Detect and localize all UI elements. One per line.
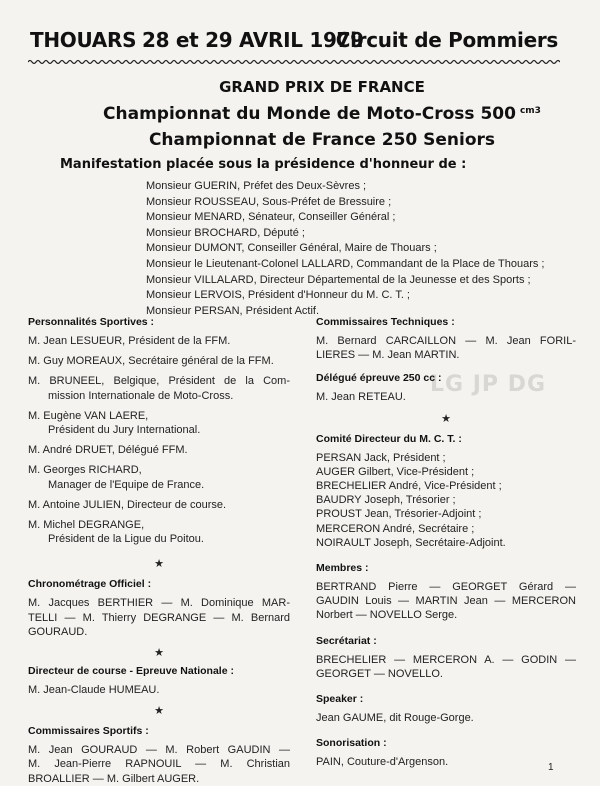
comite-line: PERSAN Jack, Président ;: [316, 451, 446, 464]
technique-line: LIERES — M. Jean MARTIN.: [316, 349, 460, 362]
watermark: LG JP DG: [430, 372, 547, 397]
sonorisation-line: PAIN, Couture-d'Argenson.: [316, 756, 449, 769]
chrono-line: M. Jacques BERTHIER — M. Dominique MAR-: [28, 597, 290, 610]
personnalite-line: Président de la Ligue du Poitou.: [48, 533, 204, 546]
patron-line: Monsieur MENARD, Sénateur, Conseiller Général ;: [146, 211, 396, 224]
personnalite-line: M. BRUNEEL, Belgique, Président de la Com-: [28, 375, 290, 388]
chrono-line: TELLI — M. Thierry DEGRANGE — M. Bernard: [28, 611, 290, 624]
star-separator: ★: [154, 558, 164, 571]
sportif-line: M. Jean-Pierre RAPNOUIL — M. Christian: [28, 758, 290, 771]
title-world-championship-text: Championnat du Monde de Moto-Cross 500: [103, 104, 516, 124]
personnalite-line: Président du Jury International.: [48, 424, 201, 437]
personnalite-line: M. Antoine JULIEN, Directeur de course.: [28, 498, 227, 511]
wavy-divider: [28, 58, 560, 66]
event-location: THOUARS: [30, 28, 137, 52]
membre-line: Norbert — NOVELLO Serge.: [316, 609, 458, 622]
technique-line: M. Bernard CARCAILLON — M. Jean FORIL-: [316, 335, 576, 347]
patron-line: Monsieur ROUSSEAU, Sous-Préfet de Bressuire ;: [146, 195, 392, 208]
section-title-personnalites: Personnalités Sportives :: [28, 316, 155, 328]
star-separator: ★: [154, 647, 164, 660]
event-titles: [0, 76, 600, 153]
section-title-chronometrage: Chronométrage Officiel :: [28, 578, 152, 591]
page-number: 1: [548, 762, 554, 773]
personnalite-line: M. Michel DEGRANGE,: [28, 519, 145, 532]
comite-line: PROUST Jean, Trésorier-Adjoint ;: [316, 508, 482, 521]
personnalite-line: M. Jean LESUEUR, Président de la FFM.: [28, 335, 231, 347]
event-header: [30, 28, 558, 58]
section-title-techniques: Commissaires Techniques :: [316, 316, 455, 328]
personnalite-line: M. Georges RICHARD,: [28, 464, 142, 477]
personnalite-line: M. André DRUET, Délégué FFM.: [28, 444, 188, 457]
right-column: [316, 316, 576, 769]
personnalite-line: mission Internationale de Moto-Cross.: [48, 389, 234, 402]
comite-line: NOIRAULT Joseph, Secrétaire-Adjoint.: [316, 536, 506, 549]
star-separator: ★: [441, 412, 451, 425]
title-france-championship: Championnat de France 250 Seniors: [148, 130, 496, 150]
section-title-delegue: Délégué épreuve 250 cc :: [316, 372, 442, 385]
directeur-line: M. Jean-Claude HUMEAU.: [28, 684, 160, 697]
personnalite-line: Manager de l'Equipe de France.: [48, 478, 205, 491]
patron-line: Monsieur le Lieutenant-Colonel LALLARD, Commandant de la Place de Thouars ;: [146, 257, 545, 270]
comite-line: MERCERON André, Secrétaire ;: [316, 522, 475, 535]
patron-list: [146, 179, 566, 319]
event-venue: Circuit de Pommiers: [335, 28, 558, 52]
section-title-speaker: Speaker :: [316, 693, 364, 706]
patron-line: Monsieur DUMONT, Conseiller Général, Maire de Thouars ;: [146, 242, 437, 255]
membre-line: GAUDIN Louis — MARTIN Jean — MERCERON: [316, 595, 576, 608]
patron-line: Monsieur LERVOIS, Président d'Honneur du M. C. T. ;: [146, 289, 410, 302]
sportif-line: M. Jean GOURAUD — M. Robert GAUDIN —: [28, 744, 290, 757]
section-title-secretariat: Secrétariat :: [316, 634, 377, 647]
left-column: [28, 316, 290, 786]
title-world-championship: [44, 98, 600, 127]
title-unit: cm3: [519, 106, 541, 116]
event-dates: 28 et 29 AVRIL 1979: [142, 28, 364, 52]
section-title-membres: Membres :: [316, 562, 369, 575]
section-title-directeur: Directeur de course - Epreuve Nationale :: [28, 665, 234, 678]
delegue-line: M. Jean RETEAU.: [316, 391, 406, 404]
section-title-sonorisation: Sonorisation :: [316, 737, 387, 750]
speaker-line: Jean GAUME, dit Rouge-Gorge.: [316, 712, 474, 725]
patronage-intro: Manifestation placée sous la présidence d'honneur de :: [60, 157, 467, 172]
star-separator: ★: [154, 705, 164, 718]
patron-line: Monsieur PERSAN, Président Actif.: [146, 304, 320, 317]
comite-line: BRECHELIER André, Vice-Président ;: [316, 480, 502, 493]
patron-line: Monsieur GUERIN, Préfet des Deux-Sèvres ;: [146, 180, 367, 192]
sportif-line: BROALLIER — M. Gilbert AUGER.: [28, 772, 200, 785]
membre-line: BERTRAND Pierre — GEORGET Gérard —: [316, 581, 576, 594]
patron-line: Monsieur VILLALARD, Directeur Départemental de la Jeunesse et des Sports ;: [146, 273, 531, 286]
comite-line: BAUDRY Joseph, Trésorier ;: [316, 494, 456, 507]
personnalite-line: M. Guy MOREAUX, Secrétaire général de la FFM.: [28, 355, 274, 368]
section-title-comite: Comité Directeur du M. C. T. :: [316, 432, 462, 445]
section-title-sportifs: Commissaires Sportifs :: [28, 725, 149, 738]
patron-line: Monsieur BROCHARD, Député ;: [146, 226, 305, 239]
secretariat-line: BRECHELIER — MERCERON A. — GODIN —: [316, 653, 576, 666]
chrono-line: GOURAUD.: [28, 625, 88, 638]
title-grand-prix: GRAND PRIX DE FRANCE: [219, 78, 425, 96]
secretariat-line: GEORGET — NOVELLO.: [316, 667, 443, 680]
comite-line: AUGER Gilbert, Vice-Président ;: [316, 465, 475, 478]
personnalite-line: M. Eugène VAN LAERE,: [28, 409, 149, 422]
